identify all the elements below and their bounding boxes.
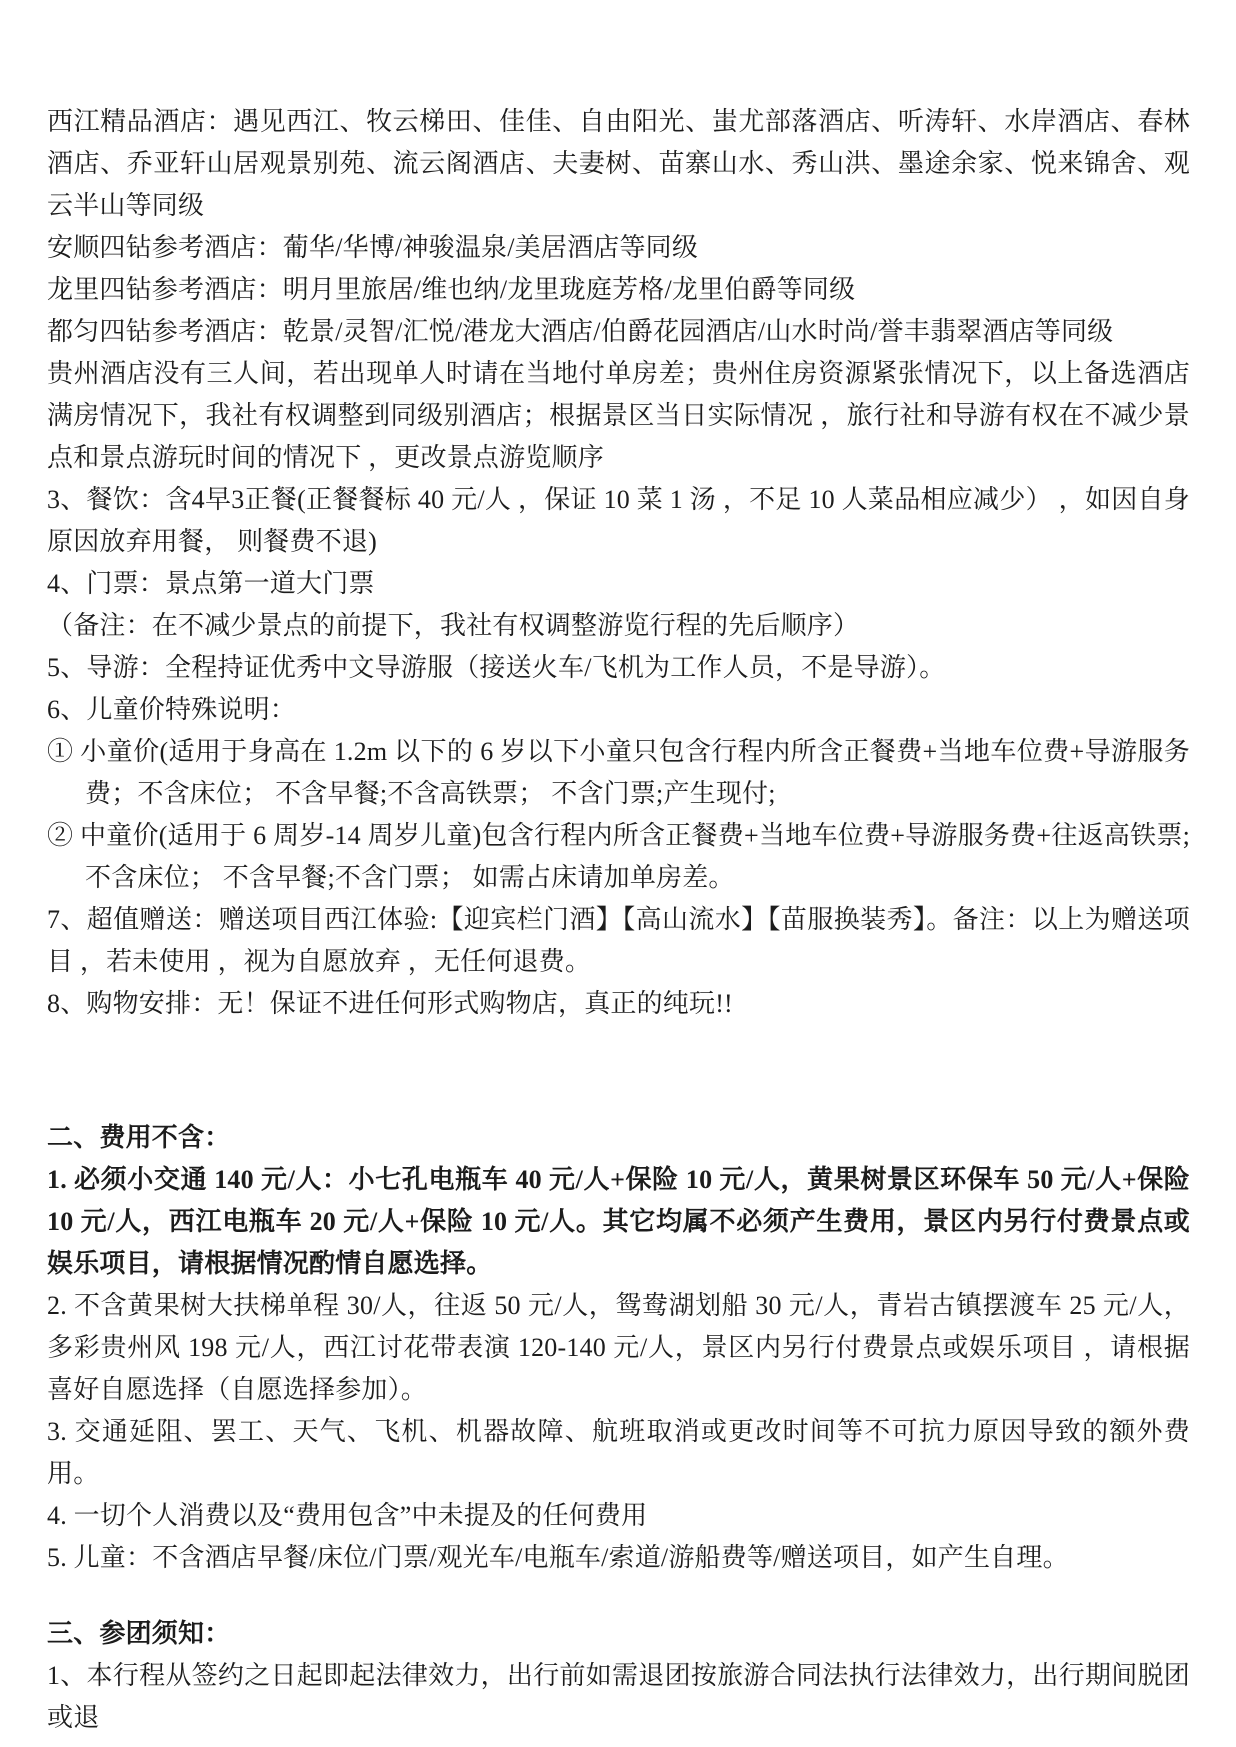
paragraph: 3、餐饮：含4早3正餐(正餐餐标 40 元/人 ，保证 10 菜 1 汤 ，不足 10 人菜品相应减少） ，如因自身原因放弃用餐， 则餐费不退): [47, 485, 1190, 556]
paragraph: 2. 不含黄果树大扶梯单程 30/人，往返 50 元/人，鸳鸯湖划船 30 元/人，青岩古镇摆渡车 25 元/人，多彩贵州风 198 元/人，西江讨花带表演 120-140 元/人，景区内另行付费景点或娱乐项目 ，请根据喜好自愿选择（自愿选择参加）。: [47, 1291, 1190, 1404]
paragraph: ② 中童价(适用于 6 周岁-14 周岁儿童)包含行程内所含正餐费+当地车位费+导游服务费+往返高铁票;不含床位； 不含早餐;不含门票； 如需占床请加单房差。: [47, 821, 1190, 892]
paragraph: 1、本行程从签约之日起即起法律效力，出行前如需退团按旅游合同法执行法律效力，出行期间脱团或退: [47, 1661, 1190, 1732]
paragraph: 5、导游：全程持证优秀中文导游服（接送火车/飞机为工作人员，不是导游）。: [47, 653, 946, 682]
paragraph: （备注：在不减少景点的前提下，我社有权调整游览行程的先后顺序）: [47, 611, 860, 640]
paragraph: 龙里四钻参考酒店：明月里旅居/维也纳/龙里珑庭芳格/龙里伯爵等同级: [47, 275, 856, 304]
paragraph: 1. 必须小交通 140 元/人：小七孔电瓶车 40 元/人+保险 10 元/人，黄果树景区环保车 50 元/人+保险 10 元/人，西江电瓶车 20 元/人+保险 10 元/人。其它均属不必须产生费用，景区内另行付费景点或娱乐项目，请根据情况酌情自愿选择。: [47, 1165, 1190, 1278]
paragraph: 7、超值赠送：赠送项目西江体验:【迎宾栏门酒】【高山流水】【苗服换装秀】。备注：以上为赠送项目 ，若未使用 ，视为自愿放弃 ，无任何退费。: [47, 905, 1190, 976]
paragraph: 都匀四钻参考酒店：乾景/灵智/汇悦/港龙大酒店/伯爵花园酒店/山水时尚/誉丰翡翠酒店等同级: [47, 317, 1114, 346]
section-heading: 二、费用不含：: [47, 1123, 231, 1152]
paragraph: 5. 儿童：不含酒店早餐/床位/门票/观光车/电瓶车/索道/游船费等/赠送项目，如产生自理。: [47, 1543, 1069, 1572]
paragraph: 4、门票：景点第一道大门票: [47, 569, 375, 598]
paragraph: 贵州酒店没有三人间，若出现单人时请在当地付单房差；贵州住房资源紧张情况下，以上备选酒店满房情况下，我社有权调整到同级别酒店；根据景区当日实际情况 ，旅行社和导游有权在不减少景点和景点游玩时间的情况下 ，更改景点游览顺序: [47, 359, 1190, 472]
paragraph: 西江精品酒店：遇见西江、牧云梯田、佳佳、自由阳光、蚩尤部落酒店、听涛轩、水岸酒店、春林酒店、乔亚轩山居观景别苑、流云阁酒店、夫妻树、苗寨山水、秀山洪、墨途余家、悦来锦舍、观云半山等同级: [47, 107, 1190, 220]
section-heading: 三、参团须知：: [47, 1619, 231, 1648]
paragraph: 3. 交通延阻、罢工、天气、飞机、机器故障、航班取消或更改时间等不可抗力原因导致的额外费用。: [47, 1417, 1190, 1488]
document-body: [47, 101, 1190, 1739]
paragraph: 安顺四钻参考酒店：葡华/华博/神骏温泉/美居酒店等同级: [47, 233, 699, 262]
paragraph: 6、儿童价特殊说明：: [47, 695, 297, 724]
paragraph: ① 小童价(适用于身高在 1.2m 以下的 6 岁以下小童只包含行程内所含正餐费+当地车位费+导游服务费；不含床位； 不含早餐;不含高铁票； 不含门票;产生现付;: [47, 737, 1190, 808]
paragraph: 4. 一切个人消费以及“费用包含”中未提及的任何费用: [47, 1501, 648, 1530]
paragraph: 8、购物安排：无！保证不进任何形式购物店，真正的纯玩!!: [47, 989, 733, 1018]
